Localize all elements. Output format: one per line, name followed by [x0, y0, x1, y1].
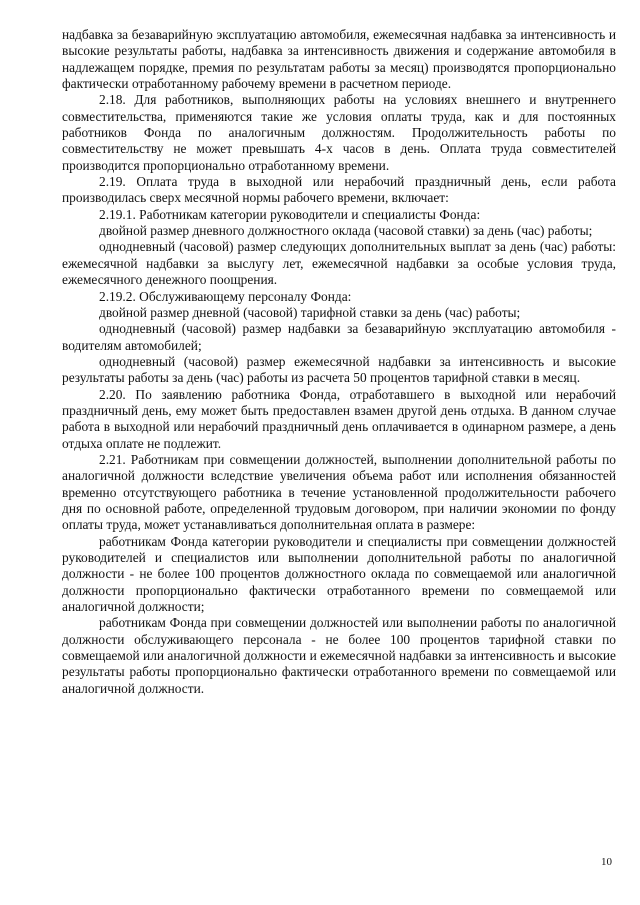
- paragraph-double-tariff: двойной размер дневной (часовой) тарифной ставки за день (час) работы;: [99, 304, 521, 320]
- paragraph-2-19-2: 2.19.2. Обслуживающему персоналу Фонда:: [99, 288, 352, 304]
- paragraph-one-day-extra-payments: однодневный (часовой) размер следующих дополнительных выплат за день (час) работы: ежемесячной надбавки за выслугу лет, ежемесячной надбавки за особые условия труда, ежемесячного денежного поощрения.: [62, 239, 616, 288]
- paragraph-double-salary: двойной размер дневного должностного оклада (часовой ставки) за день (час) работы;: [99, 223, 593, 239]
- paragraph-2-20: 2.20. По заявлению работника Фонда, отработавшего в выходной или нерабочий праздничный день, ему может быть предоставлен взамен другой день отдыха. В данном случае работа в выходной или нерабочий праздничный день оплачивается в одинарном размере, а день отдыха оплате не подлежит.: [62, 386, 616, 451]
- paragraph-2-19-1: 2.19.1. Работникам категории руководители и специалисты Фонда:: [99, 206, 481, 222]
- paragraph-2-19: 2.19. Оплата труда в выходной или нерабочий праздничный день, если работа производилась сверх месячной нормы рабочего времени, включает:: [62, 174, 616, 206]
- document-page: [62, 27, 616, 697]
- page-number: 10: [601, 856, 612, 868]
- paragraph-managers-combination: работникам Фонда категории руководители и специалисты при совмещении должностей руководителей и специалистов или выполнении дополнительной работы по аналогичной должности - не более 100 процентов должностного оклада по совмещаемой или аналогичной должности пропорционально фактически отработанного времени по совмещаемой или аналогичной должности;: [62, 533, 616, 615]
- paragraph-intensity-bonus: однодневный (часовой) размер ежемесячной надбавки за интенсивность и высокие результаты работы за день (час) работы из расчета 50 процентов тарифной ставки в месяц.: [62, 353, 616, 386]
- paragraph-continuation: надбавка за безаварийную эксплуатацию автомобиля, ежемесячная надбавка за интенсивность и высокие результаты работы, надбавка за интенсивность движения и содержание автомобиля в надлежащем порядке, премия по результатам работы за месяц) производятся пропорционально фактически отработанному рабочему времени в расчетном периоде.: [62, 27, 616, 92]
- paragraph-2-18: 2.18. Для работников, выполняющих работы на условиях внешнего и внутреннего совместительства, применяются такие же условия оплаты труда, как и для постоянных работников Фонда по аналогичным должностям. Продолжительность работы по совместительству не может превышать 4-х часов в день. Оплата труда совместителей производится пропорционально отработанному времени.: [62, 92, 616, 173]
- paragraph-accident-free-bonus: однодневный (часовой) размер надбавки за безаварийную эксплуатацию автомобиля - водителям автомобилей;: [62, 321, 616, 353]
- paragraph-service-staff-combination: работникам Фонда при совмещении должностей или выполнении работы по аналогичной должности обслуживающего персонала - не более 100 процентов тарифной ставки по совмещаемой или аналогичной должности и ежемесячной надбавки за интенсивность и высокие результаты работы пропорционально фактически отработанного времени по совмещаемой или аналогичной должности.: [62, 615, 616, 696]
- paragraph-2-21: 2.21. Работникам при совмещении должностей, выполнении дополнительной работы по аналогичной должности вследствие увеличения объема работ или исполнения обязанностей временно отсутствующего работника в течение установленной продолжительности рабочего дня по основной работе, определенной трудовым договором, при наличии экономии по фонду оплаты труда, может устанавливаться дополнительная оплата в размере:: [62, 451, 616, 533]
